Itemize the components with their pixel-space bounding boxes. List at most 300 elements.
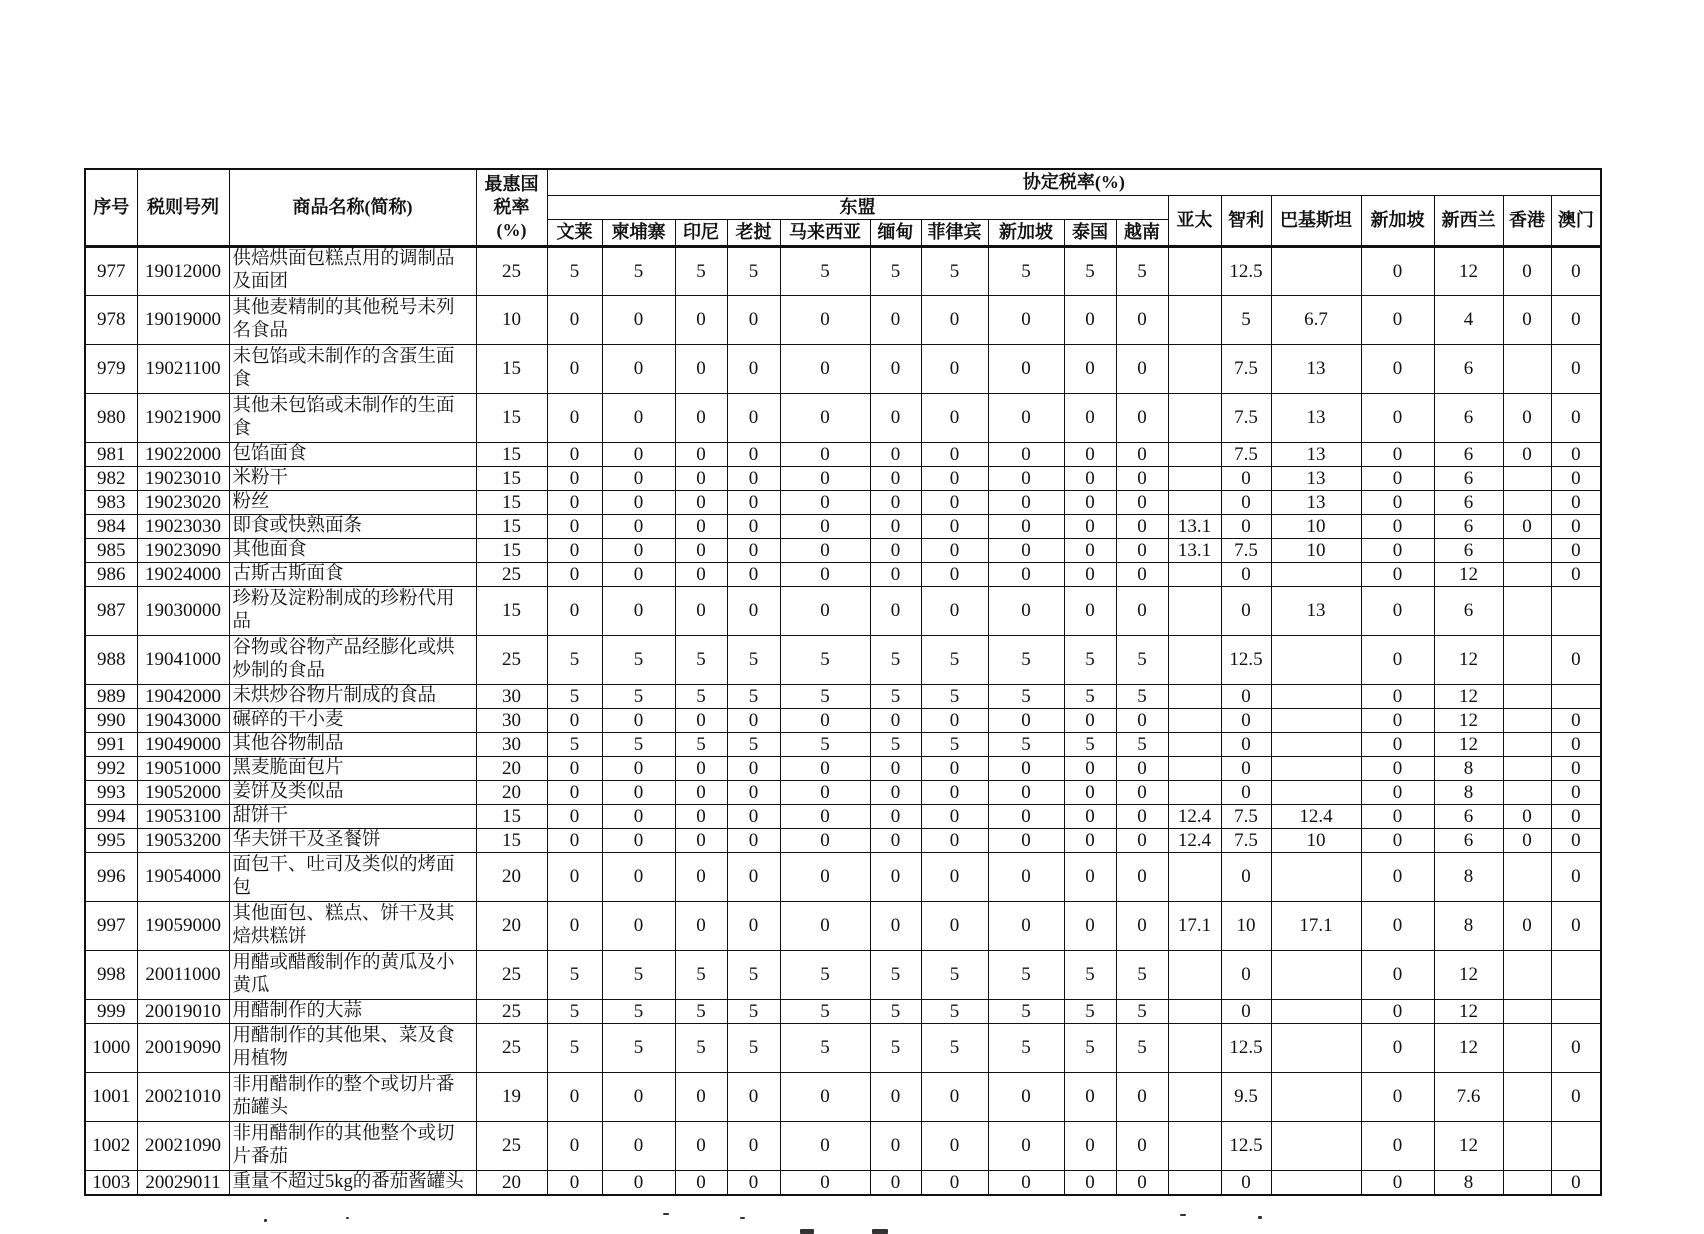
rate-philippines-cell: 0 (921, 442, 988, 466)
header-singapore: 新加坡 (988, 219, 1064, 246)
product-name-cell (229, 246, 476, 295)
rate-thailand-cell: 0 (1064, 442, 1116, 466)
rate-myanmar-cell: 0 (870, 393, 921, 442)
product-name-line: 非用醋制作的整个或切片番 (232, 1074, 455, 1095)
rate-singapore-fta-cell: 0 (1361, 684, 1434, 708)
rate-myanmar-cell: 5 (870, 999, 921, 1023)
rate-new-zealand-cell: 6 (1434, 393, 1503, 442)
rate-chile-cell: 0 (1221, 756, 1271, 780)
header-asia-pacific: 亚太 (1168, 195, 1221, 246)
product-name-line: 焙烘糕饼 (232, 926, 307, 947)
rate-myanmar-cell: 0 (870, 514, 921, 538)
seq-cell: 987 (85, 586, 137, 635)
rate-indonesia-cell: 0 (675, 295, 727, 344)
rate-chile-cell: 7.5 (1221, 804, 1271, 828)
rate-singapore-cell: 0 (988, 393, 1064, 442)
rate-philippines-cell: 0 (921, 586, 988, 635)
seq-cell: 1002 (85, 1121, 137, 1170)
scan-speck (1258, 1216, 1262, 1219)
rate-brunei-cell: 0 (547, 344, 602, 393)
rate-asia-pacific-cell (1168, 852, 1221, 901)
rate-myanmar-cell: 5 (870, 732, 921, 756)
mfn-rate-cell: 25 (476, 950, 547, 999)
rate-hong-kong-cell: 0 (1503, 901, 1551, 950)
rate-indonesia-cell: 0 (675, 586, 727, 635)
rate-vietnam-cell: 0 (1116, 756, 1168, 780)
product-name-line: 碾碎的干小麦 (232, 709, 344, 730)
product-name-cell (229, 901, 476, 950)
rate-new-zealand-cell: 12 (1434, 1121, 1503, 1170)
tariff-code-cell: 19024000 (137, 562, 229, 586)
rate-chile-cell: 0 (1221, 950, 1271, 999)
rate-laos-cell: 5 (727, 684, 780, 708)
rate-indonesia-cell: 0 (675, 393, 727, 442)
rate-macao-cell: 0 (1551, 295, 1601, 344)
rate-new-zealand-cell: 12 (1434, 708, 1503, 732)
mfn-rate-cell: 15 (476, 514, 547, 538)
table-row (85, 684, 1601, 708)
product-name-cell (229, 804, 476, 828)
rate-myanmar-cell: 5 (870, 684, 921, 708)
rate-chile-cell: 0 (1221, 852, 1271, 901)
rate-vietnam-cell: 0 (1116, 562, 1168, 586)
seq-cell: 996 (85, 852, 137, 901)
rate-malaysia-cell: 5 (780, 950, 870, 999)
rate-chile-cell: 12.5 (1221, 246, 1271, 295)
rate-hong-kong-cell (1503, 490, 1551, 514)
mfn-rate-cell: 15 (476, 828, 547, 852)
rate-philippines-cell: 5 (921, 1023, 988, 1072)
rate-myanmar-cell: 0 (870, 708, 921, 732)
rate-hong-kong-cell (1503, 852, 1551, 901)
rate-asia-pacific-cell (1168, 246, 1221, 295)
mfn-rate-cell: 15 (476, 344, 547, 393)
product-name-cell (229, 756, 476, 780)
rate-myanmar-cell: 0 (870, 586, 921, 635)
rate-philippines-cell: 0 (921, 901, 988, 950)
rate-asia-pacific-cell (1168, 732, 1221, 756)
product-name-cell (229, 1121, 476, 1170)
rate-singapore-fta-cell: 0 (1361, 708, 1434, 732)
rate-pakistan-cell (1271, 246, 1361, 295)
rate-laos-cell: 0 (727, 1170, 780, 1195)
rate-vietnam-cell: 0 (1116, 708, 1168, 732)
scan-speck (872, 1229, 888, 1234)
rate-pakistan-cell (1271, 708, 1361, 732)
rate-philippines-cell: 0 (921, 780, 988, 804)
rate-macao-cell: 0 (1551, 538, 1601, 562)
rate-singapore-cell: 5 (988, 684, 1064, 708)
rate-brunei-cell: 0 (547, 538, 602, 562)
mfn-rate-cell: 15 (476, 442, 547, 466)
rate-pakistan-cell (1271, 684, 1361, 708)
header-agreement-rate: 协定税率(%) (547, 169, 1601, 195)
rate-brunei-cell: 0 (547, 466, 602, 490)
rate-philippines-cell: 5 (921, 635, 988, 684)
rate-pakistan-cell: 10 (1271, 828, 1361, 852)
seq-cell: 991 (85, 732, 137, 756)
header-brunei: 文莱 (547, 219, 602, 246)
rate-thailand-cell: 0 (1064, 756, 1116, 780)
rate-singapore-cell: 0 (988, 1121, 1064, 1170)
rate-new-zealand-cell: 4 (1434, 295, 1503, 344)
rate-cambodia-cell: 0 (602, 442, 675, 466)
rate-singapore-fta-cell: 0 (1361, 246, 1434, 295)
product-name-cell (229, 1072, 476, 1121)
rate-malaysia-cell: 0 (780, 828, 870, 852)
rate-asia-pacific-cell (1168, 344, 1221, 393)
rate-chile-cell: 7.5 (1221, 828, 1271, 852)
scan-speck (800, 1229, 814, 1234)
rate-pakistan-cell (1271, 780, 1361, 804)
mfn-rate-cell: 25 (476, 999, 547, 1023)
rate-philippines-cell: 5 (921, 950, 988, 999)
rate-malaysia-cell: 0 (780, 344, 870, 393)
rate-pakistan-cell: 13 (1271, 586, 1361, 635)
rate-thailand-cell: 0 (1064, 828, 1116, 852)
rate-new-zealand-cell: 6 (1434, 490, 1503, 514)
rate-indonesia-cell: 0 (675, 756, 727, 780)
header-asean: 东盟 (547, 195, 1168, 219)
rate-thailand-cell: 0 (1064, 901, 1116, 950)
mfn-rate-cell: 10 (476, 295, 547, 344)
mfn-rate-cell: 15 (476, 586, 547, 635)
rate-cambodia-cell: 0 (602, 295, 675, 344)
rate-singapore-cell: 0 (988, 344, 1064, 393)
rate-new-zealand-cell: 6 (1434, 344, 1503, 393)
rate-vietnam-cell: 5 (1116, 950, 1168, 999)
rate-vietnam-cell: 5 (1116, 684, 1168, 708)
rate-philippines-cell: 0 (921, 756, 988, 780)
rate-hong-kong-cell: 0 (1503, 804, 1551, 828)
rate-hong-kong-cell (1503, 999, 1551, 1023)
rate-indonesia-cell: 0 (675, 901, 727, 950)
rate-philippines-cell: 0 (921, 344, 988, 393)
product-name-cell (229, 562, 476, 586)
mfn-rate-cell: 20 (476, 852, 547, 901)
rate-philippines-cell: 0 (921, 828, 988, 852)
product-name-line: 未包馅或未制作的含蛋生面 (232, 346, 455, 367)
rate-thailand-cell: 0 (1064, 393, 1116, 442)
rate-brunei-cell: 0 (547, 442, 602, 466)
rate-pakistan-cell (1271, 756, 1361, 780)
product-name-line: 面包干、吐司及类似的烤面 (232, 854, 455, 875)
rate-cambodia-cell: 0 (602, 514, 675, 538)
rate-singapore-fta-cell: 0 (1361, 950, 1434, 999)
rate-new-zealand-cell: 6 (1434, 586, 1503, 635)
rate-singapore-fta-cell: 0 (1361, 732, 1434, 756)
rate-singapore-cell: 0 (988, 538, 1064, 562)
tariff-code-cell: 19023090 (137, 538, 229, 562)
product-name-line: 用醋或醋酸制作的黄瓜及小 (232, 952, 455, 973)
tariff-code-cell: 20019090 (137, 1023, 229, 1072)
product-name-cell (229, 586, 476, 635)
tariff-code-cell: 19041000 (137, 635, 229, 684)
table-row (85, 442, 1601, 466)
rate-macao-cell: 0 (1551, 393, 1601, 442)
rate-new-zealand-cell: 12 (1434, 732, 1503, 756)
rate-vietnam-cell: 0 (1116, 538, 1168, 562)
rate-singapore-fta-cell: 0 (1361, 1170, 1434, 1195)
rate-vietnam-cell: 0 (1116, 828, 1168, 852)
rate-cambodia-cell: 0 (602, 828, 675, 852)
rate-myanmar-cell: 0 (870, 804, 921, 828)
rate-myanmar-cell: 0 (870, 1170, 921, 1195)
rate-hong-kong-cell (1503, 1072, 1551, 1121)
rate-cambodia-cell: 5 (602, 732, 675, 756)
rate-indonesia-cell: 5 (675, 999, 727, 1023)
seq-cell: 985 (85, 538, 137, 562)
rate-philippines-cell: 0 (921, 514, 988, 538)
tariff-code-cell: 19053200 (137, 828, 229, 852)
table-body (85, 246, 1601, 1195)
tariff-code-cell: 19023020 (137, 490, 229, 514)
rate-vietnam-cell: 0 (1116, 1072, 1168, 1121)
rate-thailand-cell: 5 (1064, 950, 1116, 999)
rate-chile-cell: 0 (1221, 490, 1271, 514)
rate-asia-pacific-cell (1168, 295, 1221, 344)
rate-thailand-cell: 0 (1064, 514, 1116, 538)
rate-vietnam-cell: 0 (1116, 804, 1168, 828)
rate-malaysia-cell: 0 (780, 490, 870, 514)
rate-philippines-cell: 0 (921, 490, 988, 514)
rate-thailand-cell: 0 (1064, 852, 1116, 901)
rate-macao-cell: 0 (1551, 804, 1601, 828)
rate-singapore-cell: 5 (988, 635, 1064, 684)
rate-new-zealand-cell: 6 (1434, 514, 1503, 538)
rate-indonesia-cell: 0 (675, 344, 727, 393)
rate-new-zealand-cell: 8 (1434, 780, 1503, 804)
rate-brunei-cell: 5 (547, 246, 602, 295)
rate-hong-kong-cell (1503, 344, 1551, 393)
rate-new-zealand-cell: 8 (1434, 852, 1503, 901)
rate-singapore-cell: 0 (988, 586, 1064, 635)
tariff-code-cell: 19019000 (137, 295, 229, 344)
rate-asia-pacific-cell: 17.1 (1168, 901, 1221, 950)
rate-brunei-cell: 0 (547, 901, 602, 950)
rate-macao-cell (1551, 999, 1601, 1023)
rate-myanmar-cell: 0 (870, 852, 921, 901)
seq-cell: 992 (85, 756, 137, 780)
rate-pakistan-cell (1271, 1170, 1361, 1195)
rate-brunei-cell: 5 (547, 635, 602, 684)
tariff-rate-table (84, 168, 1602, 1196)
rate-philippines-cell: 0 (921, 852, 988, 901)
rate-pakistan-cell: 10 (1271, 538, 1361, 562)
table-row (85, 1170, 1601, 1195)
product-name-cell (229, 635, 476, 684)
header-vietnam: 越南 (1116, 219, 1168, 246)
rate-indonesia-cell: 5 (675, 635, 727, 684)
rate-new-zealand-cell: 8 (1434, 1170, 1503, 1195)
rate-vietnam-cell: 5 (1116, 246, 1168, 295)
rate-singapore-cell: 0 (988, 828, 1064, 852)
rate-malaysia-cell: 0 (780, 804, 870, 828)
rate-pakistan-cell: 6.7 (1271, 295, 1361, 344)
rate-vietnam-cell: 0 (1116, 393, 1168, 442)
mfn-rate-cell: 25 (476, 1121, 547, 1170)
rate-singapore-cell: 0 (988, 295, 1064, 344)
rate-brunei-cell: 0 (547, 393, 602, 442)
product-name-line: 甜饼干 (232, 805, 289, 826)
rate-cambodia-cell: 0 (602, 852, 675, 901)
rate-malaysia-cell: 0 (780, 393, 870, 442)
rate-indonesia-cell: 0 (675, 828, 727, 852)
product-name-line: 即食或快熟面条 (232, 515, 363, 536)
rate-singapore-fta-cell: 0 (1361, 1072, 1434, 1121)
table-row (85, 586, 1601, 635)
rate-thailand-cell: 5 (1064, 684, 1116, 708)
rate-pakistan-cell: 13 (1271, 490, 1361, 514)
scan-speck (264, 1219, 267, 1222)
header-singapore-fta: 新加坡 (1361, 195, 1434, 246)
product-name-cell (229, 466, 476, 490)
mfn-rate-cell: 25 (476, 562, 547, 586)
rate-cambodia-cell: 0 (602, 538, 675, 562)
rate-singapore-cell: 0 (988, 852, 1064, 901)
rate-singapore-cell: 5 (988, 246, 1064, 295)
rate-singapore-cell: 5 (988, 1023, 1064, 1072)
rate-singapore-cell: 0 (988, 901, 1064, 950)
rate-brunei-cell: 0 (547, 586, 602, 635)
mfn-rate-cell: 20 (476, 901, 547, 950)
rate-thailand-cell: 0 (1064, 708, 1116, 732)
rate-laos-cell: 0 (727, 344, 780, 393)
rate-pakistan-cell (1271, 1121, 1361, 1170)
rate-singapore-fta-cell: 0 (1361, 538, 1434, 562)
rate-myanmar-cell: 0 (870, 1072, 921, 1121)
product-name-cell (229, 295, 476, 344)
rate-chile-cell: 7.5 (1221, 442, 1271, 466)
table-row (85, 562, 1601, 586)
rate-pakistan-cell: 13 (1271, 466, 1361, 490)
rate-chile-cell: 12.5 (1221, 1121, 1271, 1170)
tariff-code-cell: 19043000 (137, 708, 229, 732)
rate-cambodia-cell: 0 (602, 1072, 675, 1121)
table-row (85, 708, 1601, 732)
rate-new-zealand-cell: 12 (1434, 635, 1503, 684)
rate-asia-pacific-cell (1168, 684, 1221, 708)
rate-macao-cell: 0 (1551, 466, 1601, 490)
rate-pakistan-cell (1271, 635, 1361, 684)
rate-malaysia-cell: 0 (780, 708, 870, 732)
rate-myanmar-cell: 0 (870, 344, 921, 393)
rate-indonesia-cell: 0 (675, 1121, 727, 1170)
rate-singapore-fta-cell: 0 (1361, 393, 1434, 442)
seq-cell: 998 (85, 950, 137, 999)
product-name-cell (229, 732, 476, 756)
rate-pakistan-cell: 13 (1271, 344, 1361, 393)
tariff-code-cell: 19021900 (137, 393, 229, 442)
rate-singapore-cell: 0 (988, 490, 1064, 514)
header-macao: 澳门 (1551, 195, 1601, 246)
rate-singapore-cell: 5 (988, 732, 1064, 756)
rate-macao-cell (1551, 586, 1601, 635)
seq-cell: 984 (85, 514, 137, 538)
mfn-rate-cell: 25 (476, 635, 547, 684)
rate-myanmar-cell: 0 (870, 901, 921, 950)
rate-thailand-cell: 0 (1064, 586, 1116, 635)
product-name-line: 其他面包、糕点、饼干及其 (232, 903, 455, 924)
header-pakistan: 巴基斯坦 (1271, 195, 1361, 246)
rate-malaysia-cell: 5 (780, 684, 870, 708)
product-name-line: 华夫饼干及圣餐饼 (232, 829, 381, 850)
rate-indonesia-cell: 0 (675, 780, 727, 804)
table-row (85, 1023, 1601, 1072)
rate-chile-cell: 0 (1221, 514, 1271, 538)
seq-cell: 986 (85, 562, 137, 586)
tariff-code-cell: 19042000 (137, 684, 229, 708)
rate-philippines-cell: 0 (921, 466, 988, 490)
rate-brunei-cell: 0 (547, 756, 602, 780)
rate-hong-kong-cell (1503, 950, 1551, 999)
rate-singapore-cell: 0 (988, 804, 1064, 828)
rate-singapore-fta-cell: 0 (1361, 828, 1434, 852)
rate-thailand-cell: 0 (1064, 1170, 1116, 1195)
table-row (85, 490, 1601, 514)
rate-brunei-cell: 0 (547, 562, 602, 586)
header-mfn-line: (%) (496, 219, 527, 240)
product-name-line: 名食品 (232, 320, 289, 341)
mfn-rate-cell: 20 (476, 1170, 547, 1195)
mfn-rate-cell: 20 (476, 780, 547, 804)
seq-cell: 981 (85, 442, 137, 466)
rate-singapore-cell: 0 (988, 708, 1064, 732)
header-thailand: 泰国 (1064, 219, 1116, 246)
rate-thailand-cell: 0 (1064, 1121, 1116, 1170)
product-name-line: 炒制的食品 (232, 660, 326, 681)
rate-cambodia-cell: 5 (602, 635, 675, 684)
product-name-line: 黄瓜 (232, 975, 270, 996)
product-name-line: 其他麦精制的其他税号未列 (232, 297, 455, 318)
product-name-cell (229, 780, 476, 804)
rate-indonesia-cell: 5 (675, 950, 727, 999)
product-name-line: 未烘炒谷物片制成的食品 (232, 685, 437, 706)
tariff-code-cell: 19051000 (137, 756, 229, 780)
rate-asia-pacific-cell: 13.1 (1168, 514, 1221, 538)
table-row (85, 538, 1601, 562)
product-name-cell (229, 538, 476, 562)
rate-brunei-cell: 0 (547, 1170, 602, 1195)
product-name-line: 食 (232, 418, 252, 439)
mfn-rate-cell: 19 (476, 1072, 547, 1121)
rate-cambodia-cell: 0 (602, 804, 675, 828)
rate-philippines-cell: 5 (921, 999, 988, 1023)
rate-thailand-cell: 0 (1064, 538, 1116, 562)
rate-vietnam-cell: 0 (1116, 344, 1168, 393)
rate-pakistan-cell: 12.4 (1271, 804, 1361, 828)
rate-singapore-cell: 5 (988, 999, 1064, 1023)
rate-asia-pacific-cell (1168, 1072, 1221, 1121)
rate-asia-pacific-cell (1168, 708, 1221, 732)
header-cambodia: 柬埔寨 (602, 219, 675, 246)
rate-philippines-cell: 0 (921, 708, 988, 732)
tariff-code-cell: 19023010 (137, 466, 229, 490)
product-name-line: 姜饼及类似品 (232, 781, 344, 802)
rate-thailand-cell: 5 (1064, 732, 1116, 756)
rate-hong-kong-cell (1503, 684, 1551, 708)
rate-new-zealand-cell: 12 (1434, 562, 1503, 586)
tariff-code-cell: 20021010 (137, 1072, 229, 1121)
rate-indonesia-cell: 0 (675, 538, 727, 562)
mfn-rate-cell: 25 (476, 1023, 547, 1072)
product-name-cell (229, 1170, 476, 1195)
table-row (85, 393, 1601, 442)
rate-thailand-cell: 0 (1064, 344, 1116, 393)
rate-laos-cell: 5 (727, 950, 780, 999)
rate-philippines-cell: 0 (921, 538, 988, 562)
header-mfn-line: 最惠国 (484, 173, 539, 194)
